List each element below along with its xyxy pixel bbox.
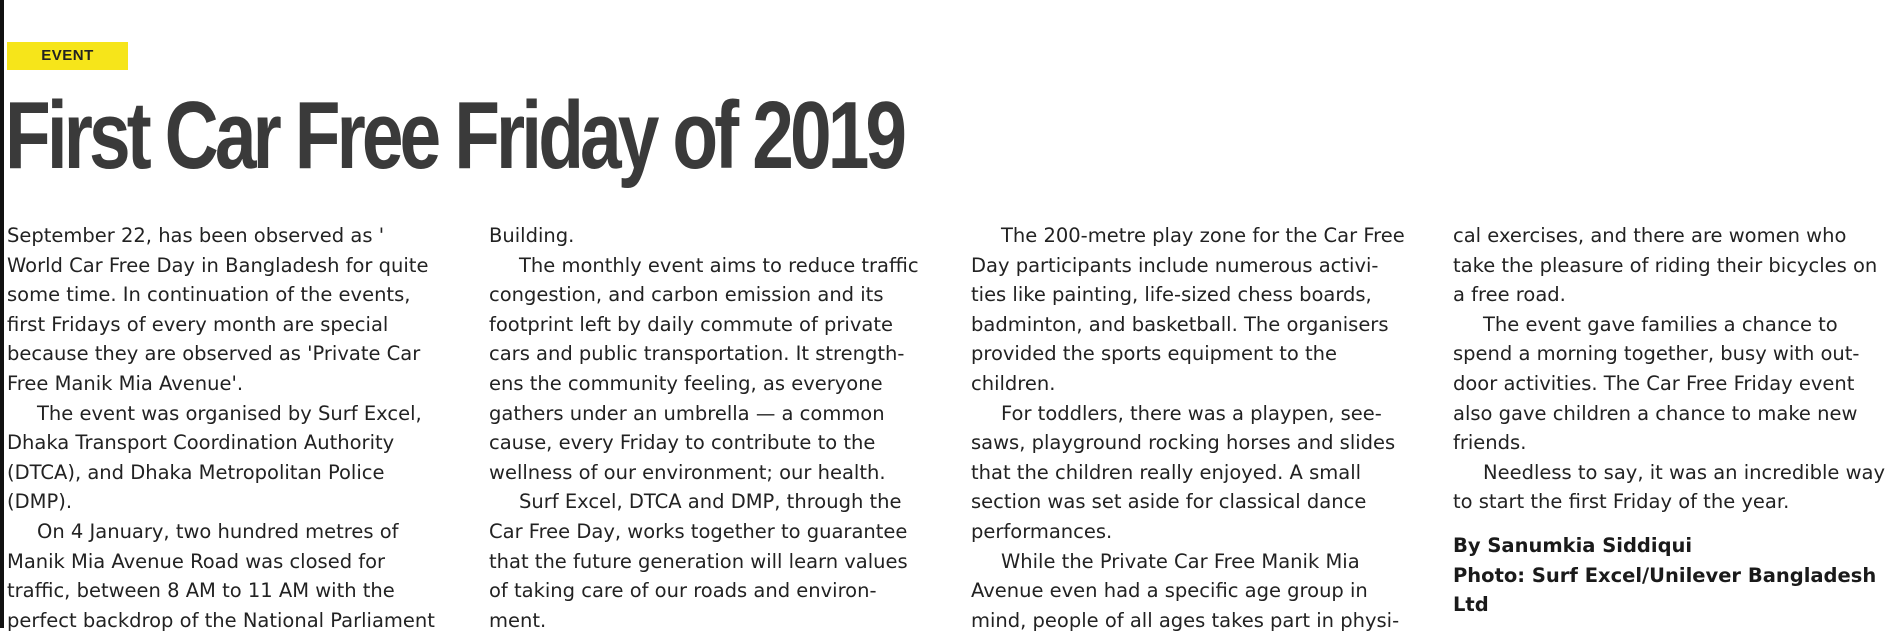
article-column-4 [1453, 221, 1890, 620]
article-text-line: cause, every Friday to contribute to the [489, 431, 876, 455]
article-text-line: On 4 January, two hundred metres of [37, 519, 399, 543]
article-text-line: ment. [489, 608, 547, 632]
column-4-text [1453, 221, 1890, 517]
article-text-line: Day participants include numerous activi- [971, 253, 1379, 277]
article-text-line: friends. [1453, 431, 1527, 455]
article-text-line: section was set aside for classical dance [971, 490, 1367, 514]
article-text-line: ties like painting, life-sized chess boards, [971, 283, 1372, 307]
article-text-line: some time. In continuation of the events, [7, 283, 411, 307]
article-text-line: of taking care of our roads and environ- [489, 579, 877, 603]
article-text-line: (DTCA), and Dhaka Metropolitan Police [7, 460, 385, 484]
article-column-1 [7, 221, 467, 635]
left-border-rule [0, 0, 4, 628]
article-text-line: (DMP). [7, 490, 73, 514]
article-text-line: wellness of our environment; our health. [489, 460, 886, 484]
article-text-line: perfect backdrop of the National Parliament [7, 608, 435, 632]
article-text-line: performances. [971, 519, 1113, 543]
article-text-line: footprint left by daily commute of private [489, 312, 893, 336]
article-text-line: cars and public transportation. It strength- [489, 342, 905, 366]
article-text-line: a free road. [1453, 283, 1566, 307]
article-text-line: saws, playground rocking horses and slides [971, 431, 1396, 455]
article-text-line: Manik Mia Avenue Road was closed for [7, 549, 386, 573]
article-text-line: spend a morning together, busy with out- [1453, 342, 1860, 366]
article-text-line: because they are observed as 'Private Car [7, 342, 421, 366]
article-text-line: Car Free Day, works together to guarantee [489, 519, 908, 543]
article-column-2 [489, 221, 949, 635]
article-text-line: badminton, and basketball. The organisers [971, 312, 1389, 336]
article-text-line: take the pleasure of riding their bicycles on [1453, 253, 1878, 277]
article-text-line: Surf Excel, DTCA and DMP, through the [519, 490, 902, 514]
article-text-line: September 22, has been observed as ' [7, 224, 385, 247]
article-text-line: While the Private Car Free Manik Mia [1001, 549, 1360, 573]
byline-gap [1453, 517, 1890, 531]
article-text-line: gathers under an umbrella — a common [489, 401, 885, 425]
article-text-line: also gave children a chance to make new [1453, 401, 1858, 425]
article-text-line: congestion, and carbon emission and its [489, 283, 884, 307]
article-text-line: Avenue even had a specific age group in [971, 579, 1368, 603]
article-text-line: that the future generation will learn values [489, 549, 908, 573]
article-text-line: children. [971, 371, 1056, 395]
article-text-line: For toddlers, there was a playpen, see- [1001, 401, 1382, 425]
article-text-line: The 200-metre play zone for the Car Free [1001, 224, 1405, 247]
article-text-line: Building. [489, 224, 575, 247]
headline: First Car Free Friday of 2019 [5, 82, 904, 189]
article-text-line: World Car Free Day in Bangladesh for quite [7, 253, 429, 277]
byline-photo-credit: Photo: Surf Excel/Unilever Bangladesh [1453, 563, 1877, 587]
article-text-line: to start the first Friday of the year. [1453, 490, 1790, 514]
byline-author: By Sanumkia Siddiqui [1453, 533, 1693, 557]
article-text-line: first Fridays of every month are special [7, 312, 389, 336]
section-tag: EVENT [7, 42, 128, 70]
article-text-line: Dhaka Transport Coordination Authority [7, 431, 395, 455]
article-text-line: The event gave families a chance to [1483, 312, 1838, 336]
article-text-line: cal exercises, and there are women who [1453, 224, 1847, 247]
article-text-line: traffic, between 8 AM to 11 AM with the [7, 579, 395, 603]
article-text-line: Free Manik Mia Avenue'. [7, 371, 244, 395]
article-column-3 [971, 221, 1431, 635]
article-text-line: mind, people of all ages takes part in physi- [971, 608, 1400, 632]
article-text-line: Needless to say, it was an incredible way [1483, 460, 1886, 484]
article-text-line: provided the sports equipment to the [971, 342, 1337, 366]
article-text-line: door activities. The Car Free Friday event [1453, 371, 1855, 395]
article-text-line: The monthly event aims to reduce traffic [519, 253, 919, 277]
article-text-line: The event was organised by Surf Excel, [37, 401, 422, 425]
article-text-line: ens the community feeling, as everyone [489, 371, 883, 395]
article-text-line: that the children really enjoyed. A small [971, 460, 1362, 484]
byline-photo-credit-cont: Ltd [1453, 593, 1489, 617]
